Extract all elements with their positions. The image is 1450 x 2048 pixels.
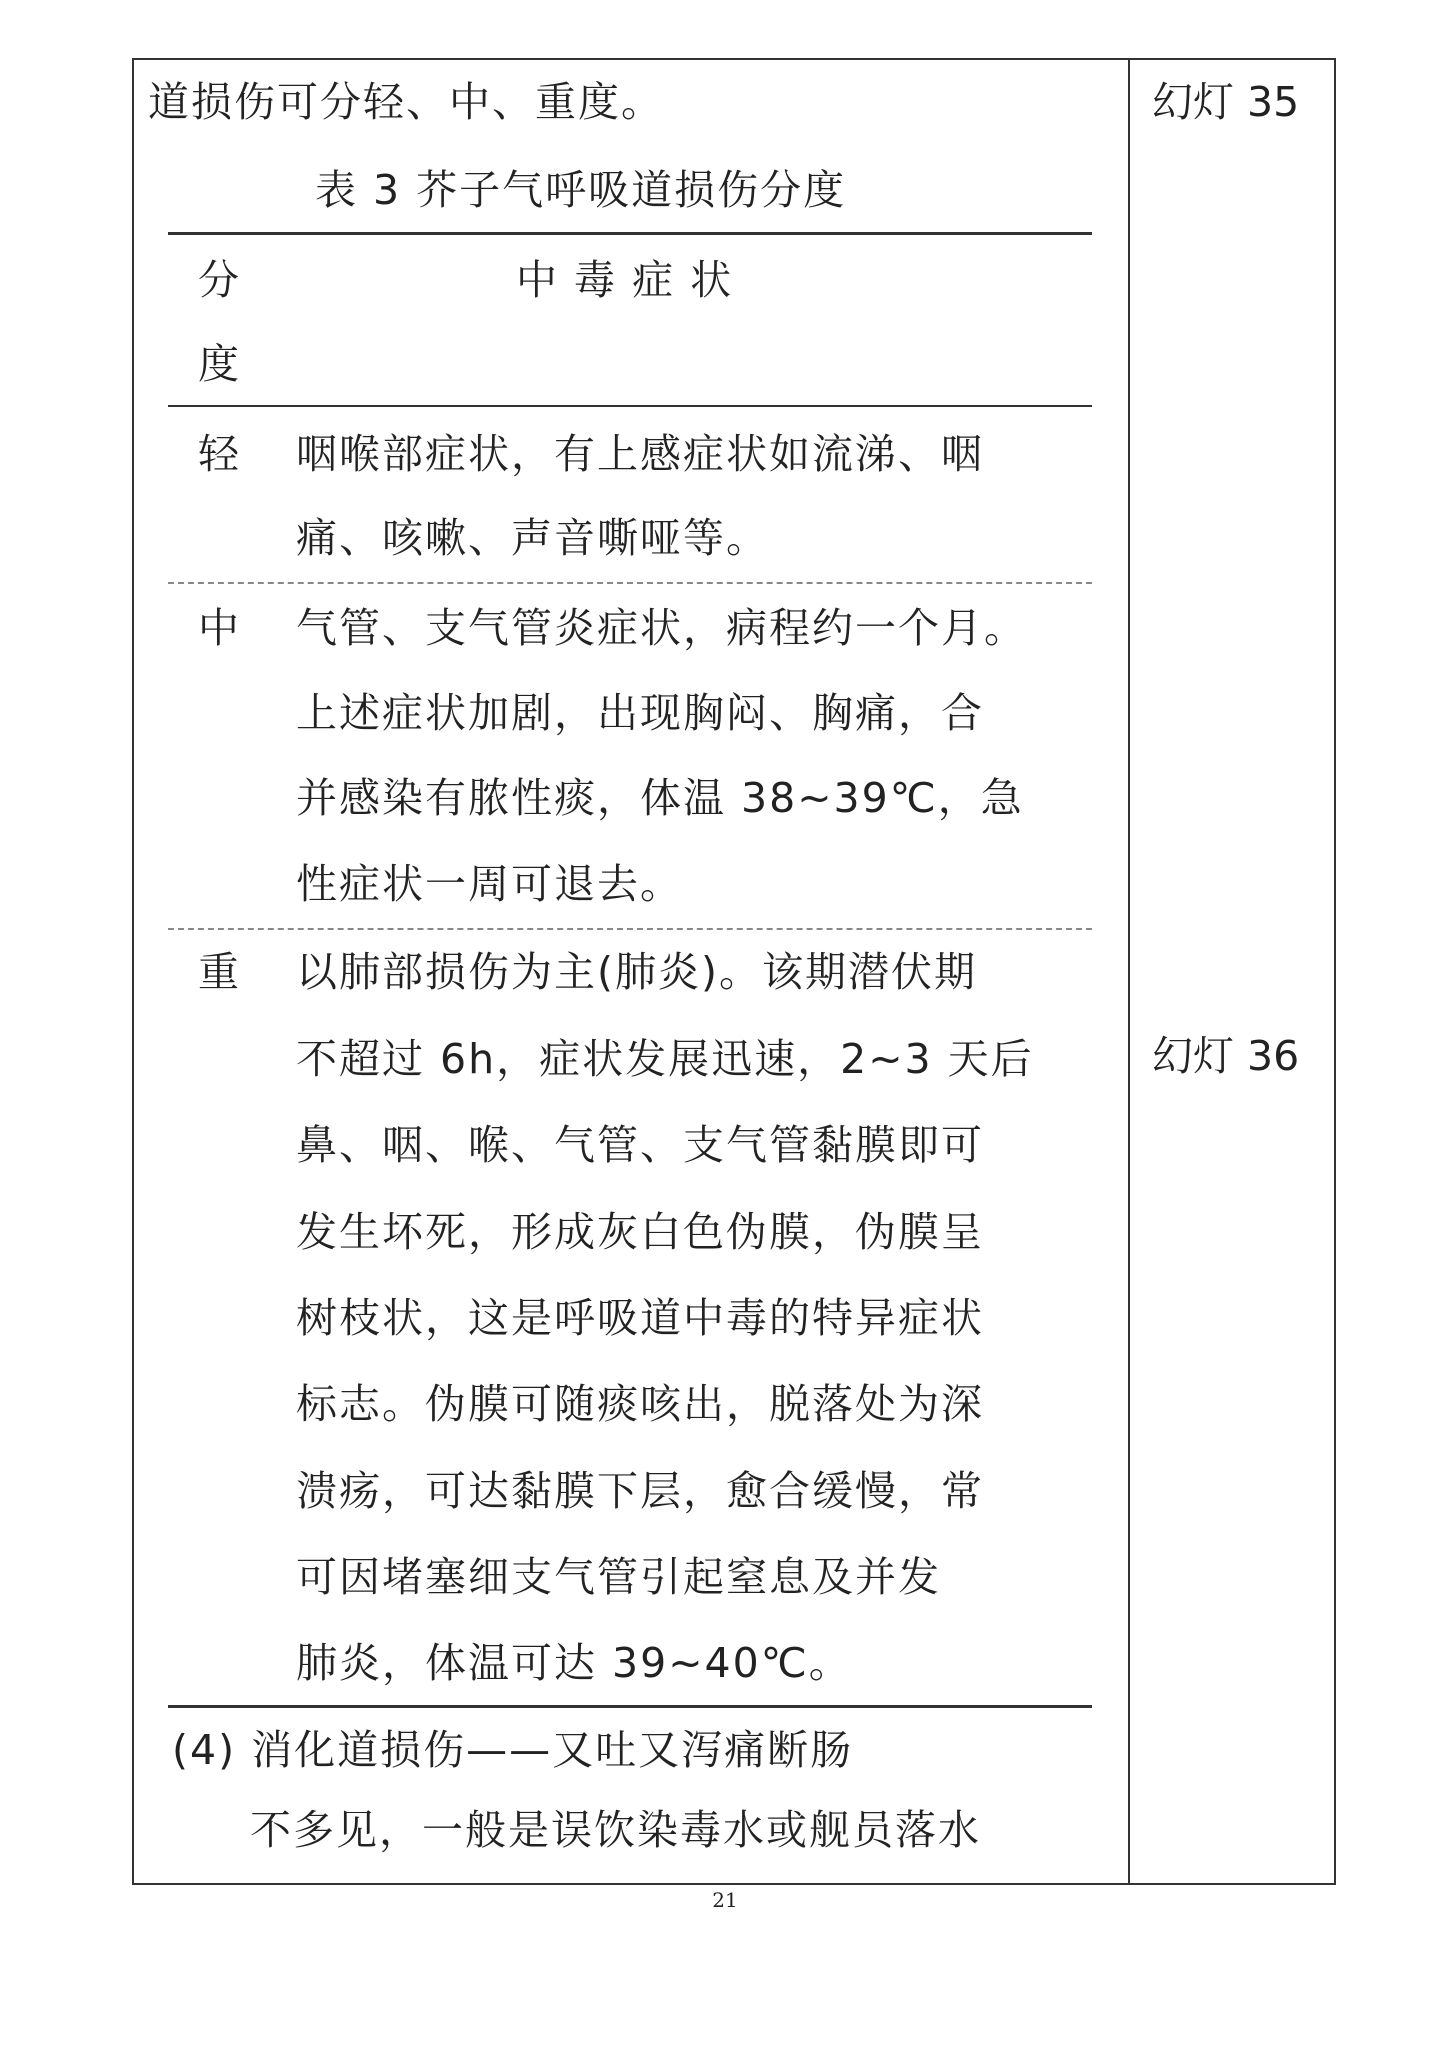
mild-line-2: 痛、咳嗽、声音嘶哑等。 [296,514,769,562]
severe-line-4: 发生坏死，形成灰白色伪膜，伪膜呈 [296,1208,984,1256]
slide-label-36: 幻灯 36 [1152,1032,1300,1080]
moderate-line-4: 性症状一周可退去。 [296,860,683,908]
severe-line-9: 肺炎，体温可达 39~40℃。 [296,1639,852,1687]
header-grade-char-1: 分 [198,256,239,304]
header-symptoms: 中 毒 症 状 [516,256,734,304]
row-separator-1 [168,582,1092,584]
severe-line-7: 溃疡，可达黏膜下层，愈合缓慢，常 [296,1467,984,1515]
table-top-rule [168,232,1092,235]
section-heading: (4) 消化道损伤——又吐又泻痛断肠 [172,1726,854,1774]
severe-line-3: 鼻、咽、喉、气管、支气管黏膜即可 [296,1121,984,1169]
severe-line-6: 标志。伪膜可随痰咳出，脱落处为深 [296,1380,984,1428]
intro-line: 道损伤可分轻、中、重度。 [148,78,664,126]
body-line: 不多见，一般是误饮染毒水或舰员落水 [250,1806,981,1854]
grade-severe: 重 [198,948,239,996]
table-bottom-rule [168,1705,1092,1708]
page-number: 21 [712,1888,738,1912]
severe-line-8: 可因堵塞细支气管引起窒息及并发 [296,1553,941,1601]
header-grade-char-2: 度 [198,340,239,388]
header-rule [168,405,1092,407]
grade-mild: 轻 [198,430,239,478]
table-caption: 表 3 芥子气呼吸道损伤分度 [315,166,847,214]
column-divider [1128,58,1130,1885]
moderate-line-1: 气管、支气管炎症状，病程约一个月。 [296,604,1027,652]
severe-line-5: 树枝状，这是呼吸道中毒的特异症状 [296,1294,984,1342]
row-separator-2 [168,928,1092,930]
grade-moderate: 中 [198,604,239,652]
mild-line-1: 咽喉部症状，有上感症状如流涕、咽 [296,430,984,478]
moderate-line-3: 并感染有脓性痰，体温 38~39℃，急 [296,774,1024,822]
severe-line-2: 不超过 6h，症状发展迅速，2~3 天后 [296,1035,1034,1083]
moderate-line-2: 上述症状加剧，出现胸闷、胸痛，合 [296,689,984,737]
severe-line-1: 以肺部损伤为主(肺炎)。该期潜伏期 [296,948,977,996]
slide-label-35: 幻灯 35 [1152,78,1300,126]
